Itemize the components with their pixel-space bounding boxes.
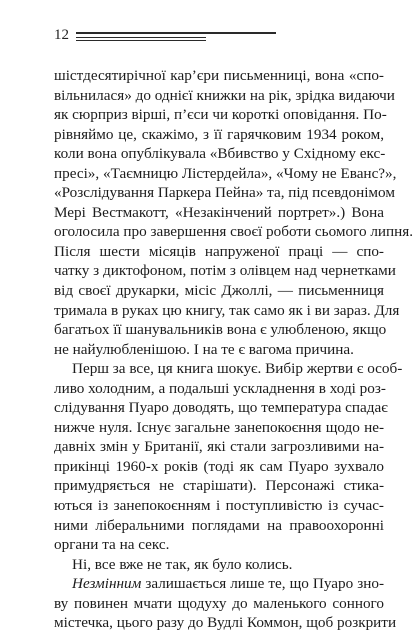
text-line: ними ліберальними поглядами на правоохоронні (54, 516, 384, 534)
text-line: від своєї друкарки, місіс Джоллі, — письменниця (54, 282, 384, 300)
header-rule-thin-2 (76, 40, 206, 41)
text-line: ливо холодним, а подальші ускладнення в ході роз- (54, 379, 386, 397)
text-line: Перш за все, ця книга шокує. Вибір жертви є особ- (72, 360, 403, 378)
paragraph-3 (54, 555, 384, 575)
text-line: органи та на секс. (54, 536, 170, 554)
text-line: багатьох її шанувальників вона є улюбленою, якщо (54, 321, 387, 339)
text-line: ються із занепокоєнням і поступливістю із сучас- (54, 497, 384, 515)
page-header (54, 24, 384, 48)
text-line: як сюрприз вірші, п’єси чи короткі оповідання. По- (54, 106, 387, 124)
text-line: Мері Вестмакотт, «Незакінчений портрет».) Вона (54, 203, 384, 221)
text-line: тримала в руках цю книгу, так само як і ви зараз. Для (54, 301, 400, 319)
text-line: прикінці 1960-х років (тоді як сам Пуаро зухвало (54, 457, 384, 475)
text-line: пресі», «Таємницю Лістердейла», «Чому не Еванс?», (54, 164, 397, 182)
text-line: рівняймо це, скажімо, з її гарячковим 1934 роком, (54, 125, 384, 143)
text-line: Ні, все вже не так, як було колись. (72, 555, 293, 573)
text-line: «Розслідування Паркера Пейна» та, під псевдонімом (54, 184, 395, 202)
text-line: містечка, цього разу до Вудлі Коммон, щоб розкрити (54, 614, 397, 632)
text-line: шістдесятирічної кар’єри письменниці, вона «спо- (54, 67, 384, 84)
text-run: залишається лише те, що Пуаро зно- (141, 575, 384, 593)
paragraph-2 (54, 359, 403, 554)
text-line: чатку з диктофоном, потім з олівцем над чернетками (54, 262, 396, 280)
text-line: нижче нуля. Існує загальне занепокоєння щодо не- (54, 418, 384, 436)
text-line: не найулюбленішою. І на те є вагома причина. (54, 340, 354, 358)
text-line: давніх змін у Британії, які стали загрозливими на- (54, 438, 384, 456)
body-text (54, 66, 414, 633)
italic-word: Незмінним (72, 575, 142, 593)
paragraph-4 (54, 574, 397, 633)
text-line: примудряється не старішати). Персонажі стика- (54, 477, 384, 495)
text-line-with-italic (54, 574, 384, 594)
text-line: оголосила про завершення своєї роботи сьомого липня. (54, 223, 414, 241)
page-number: 12 (54, 27, 69, 43)
text-line: ву повинен мчати щодуху до маленького сонного (54, 594, 384, 612)
text-line: слідування Пуаро доводять, що температура спадає (54, 399, 388, 417)
text-line: коли вона опублікувала «Вбивство у Східному екс- (54, 145, 386, 163)
text-line: вільнилася» до однієї книжки на рік, зрідка видаючи (54, 86, 395, 104)
header-rule-thin-1 (76, 37, 206, 38)
header-rule-thick (76, 32, 276, 34)
paragraph-1 (54, 66, 414, 359)
text-line: Після шести місяців напруженої праці — спо- (54, 242, 384, 260)
